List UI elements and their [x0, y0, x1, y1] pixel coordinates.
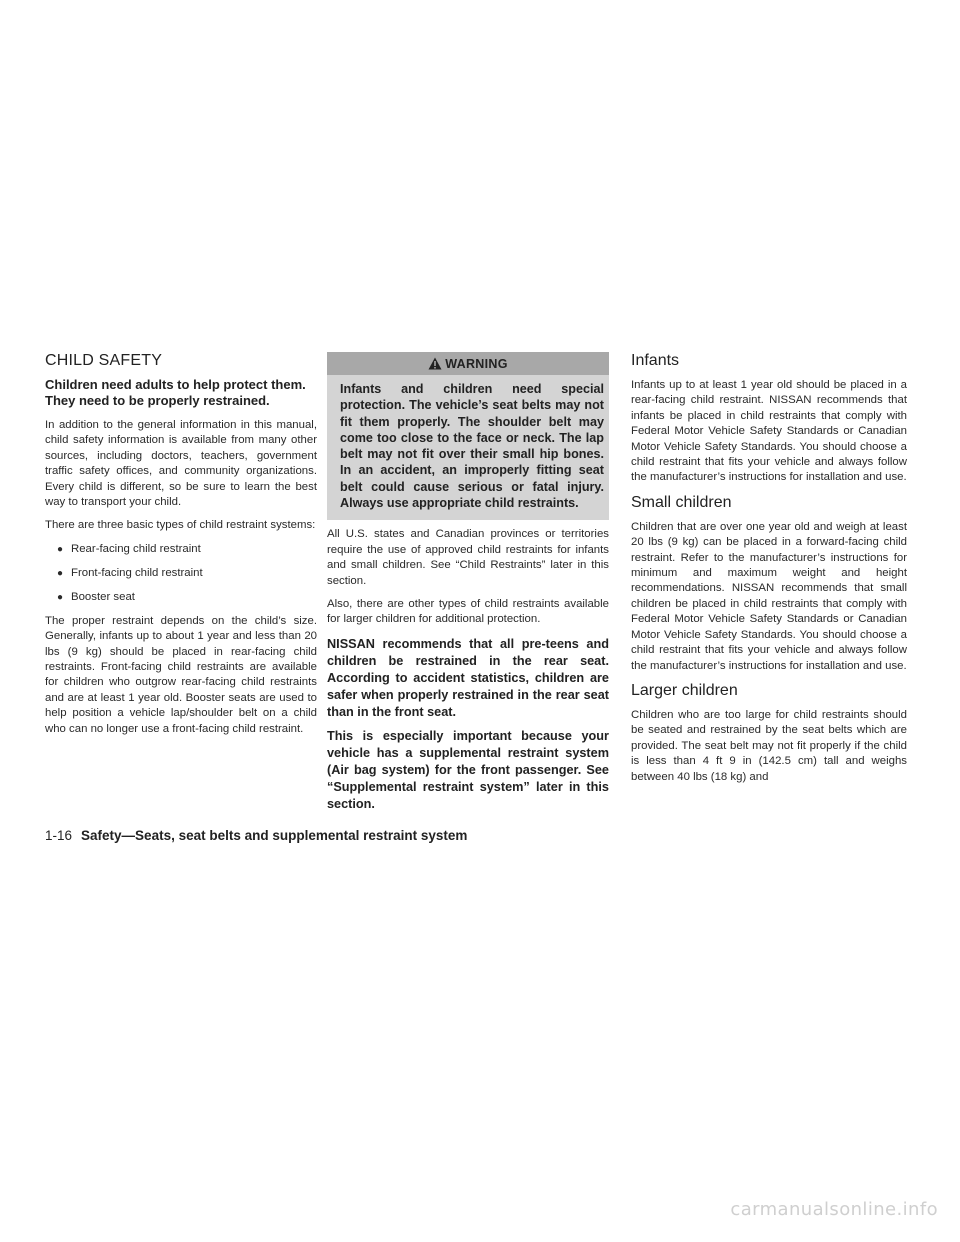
lead-paragraph: Children need adults to help protect them. They need to be properly restrained.	[45, 377, 306, 408]
paragraph-proper-restraint: The proper restraint depends on the child’s size. Generally, infants up to about 1 year and less than 20 lbs (9 kg) should be placed in rear-facing child restraints. Front-facing child restraints are available for children who outgrow rear-facing child restraints and are at least 1 year old. Booster seats are used to help position a vehicle lap/shoulder belt on a child who can no longer use a front-facing child restraint.	[45, 614, 317, 735]
footer-section-title: Safety—Seats, seat belts and supplemental restraint system	[81, 828, 468, 843]
column-right	[631, 352, 907, 793]
restraint-types-list	[45, 542, 317, 605]
warning-text: Infants and children need special protection. The vehicle’s seat belts may not fit them properly. The shoulder belt may come too close to the face or neck. The lap belt may not fit over their small hip bones. In an accident, an improperly fitting seat belt could cause serious or fatal injury. Always use appropriate child restraints.	[340, 382, 604, 511]
bullet-icon: ●	[57, 567, 64, 579]
section-title: CHILD SAFETY	[45, 352, 163, 369]
page-number: 1-16	[45, 828, 73, 843]
column-left	[45, 352, 317, 745]
warning-triangle-icon	[428, 357, 442, 370]
paragraph-airbag-note: This is especially important because your vehicle has a supplemental restraint system (Air bag system) for the front passenger. See “Supplemental restraint system” later in this section.	[327, 728, 609, 811]
bullet-icon: ●	[57, 543, 64, 555]
paragraph-other-restraints: Also, there are other types of child restraints available for larger children for additional protection.	[327, 598, 609, 626]
list-item	[57, 542, 317, 557]
paragraph-infants: Infants up to at least 1 year old should be placed in a rear-facing child restraint. NISSAN recommends that infants be placed in child restraints that comply with Federal Motor Vehicle Safety Standards or Canadian Motor Vehicle Safety Standards. You should choose a child restraint that fits your vehicle and always follow the manufacturer’s instructions for installation and use.	[631, 379, 907, 484]
heading-infants: Infants	[631, 352, 680, 369]
list-item	[57, 566, 317, 581]
paragraph-small-children: Children that are over one year old and weigh at least 20 lbs (9 kg) can be placed in a forward-facing child restraint. Refer to the manufacturer’s instructions for minimum and maximum weight and height recommendations. NISSAN recommends that small children be placed in child restraints that comply with Federal Motor Vehicle Safety Standards or Canadian Motor Vehicle Safety Standards. You should choose a child restraint that fits your vehicle and always follow the manufacturer’s instructions for installation and use.	[631, 520, 907, 672]
list-item-label: Front-facing child restraint	[71, 566, 203, 579]
heading-larger-children: Larger children	[631, 681, 738, 699]
list-item	[57, 590, 317, 605]
page-footer	[45, 828, 467, 843]
list-item-label: Rear-facing child restraint	[71, 542, 201, 555]
column-middle	[327, 352, 609, 820]
warning-title: WARNING	[445, 356, 508, 371]
paragraph-restraint-types: There are three basic types of child restraint systems:	[45, 519, 316, 532]
warning-box	[327, 352, 609, 520]
paragraph-larger-children: Children who are too large for child restraints should be seated and restrained by the seat belts which are provided. The seat belt may not fit properly if the child is less than 4 ft 9 in (142.5 cm) tall and weighs between 40 lbs (18 kg) and	[631, 708, 907, 783]
warning-header	[327, 352, 609, 375]
paragraph-state-requirements: All U.S. states and Canadian provinces or territories require the use of approved child restraints for infants and small children. See “Child Restraints” later in this section.	[327, 528, 609, 587]
paragraph-general-info: In addition to the general information in this manual, child safety information is available from many other sources, including doctors, teachers, government traffic safety offices, and community organizations. Every child is different, so be sure to learn the best way to transport your child.	[45, 419, 317, 509]
heading-small-children: Small children	[631, 493, 732, 511]
watermark: carmanualsonline.info	[730, 1199, 938, 1220]
paragraph-rear-seat-recommendation: NISSAN recommends that all pre-teens and children be restrained in the rear seat. According to accident statistics, children are safer when properly restrained in the rear seat than in the front seat.	[327, 636, 609, 719]
bullet-icon: ●	[57, 591, 64, 603]
list-item-label: Booster seat	[71, 590, 135, 603]
